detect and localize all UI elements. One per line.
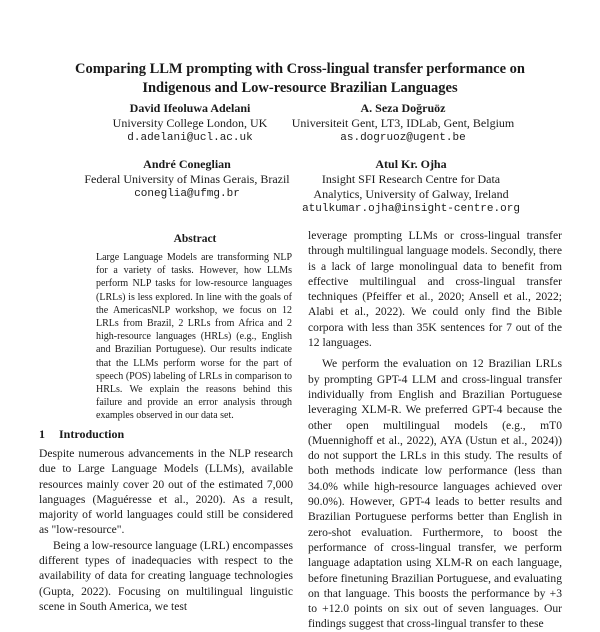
author-email: coneglia@ufmg.br [134,188,240,200]
abstract-text: Large Language Models are transforming NLP for a variety of tasks. However, how LLMs perform NLP tasks for low-resource languages (LRLs) is less explored. In line with the goals of the AmericasNLP workshop, we focus on 12 LRLs from Brazil, 2 LRLs from Africa and 2 high-resource languages (HRLs) (e.g., English and Brazilian Portuguese). Our results indicate that the LLMs perform worse for the part of speech (POS) labeling of LRLs in comparison to HRLs. We explain the reasons behind this failure and provide an error analysis through examples observed in our data set. [96,252,292,422]
abstract-heading: Abstract [173,233,217,245]
author-name: A. Seza Doğruöz [360,101,446,115]
author-email: as.dogruoz@ugent.be [340,132,466,144]
paper-title [40,60,560,98]
author-name: Atul Kr. Ojha [375,157,447,171]
section-title: Introduction [59,427,125,441]
author-name: André Coneglian [143,157,231,171]
author-affiliation: Federal University of Minas Gerais, Brazil [84,172,290,186]
author-affiliation: Universiteit Gent, LT3, IDLab, Gent, Belgium [291,116,515,130]
body-paragraph: leverage prompting LLMs or cross-lingual transfer through multilingual language models. Secondly, there is a lack of large monolingual data to benefit from effective multilingual and cross-lingual transfer techniques (Pfeiffer et al., 2020; Ansell et al., 2022; Alabi et al., 2022). We could only find the Bible corpora with less than 35K sentences for 7 out of the 12 languages. [308,229,562,350]
section-heading [39,427,124,442]
author-affiliation: University College London, UK [112,116,268,130]
body-paragraph: We perform the evaluation on 12 Brazilian LRLs by prompting GPT-4 LLM and cross-lingual transfer individually from English and Brazilian Portuguese leveraging XLM-R. We preferred GPT-4 because the other open multilingual models (e.g., mT0 (Muennighoff et al., 2022), AYA (Ustun et al., 2024)) do not support the LRLs in this study. The results of both methods indicate low performance (less than 34.0% while high-resource languages achieved over 90.0%). However, GPT-4 leads to better results and Brazilian Portuguese performs better than English in zero-shot evaluation. Furthermore, to boost the performance of cross-lingual transfer, we perform language adaptation using XLM-R on each language, before finetuning Brazilian Portuguese, and evaluating on that language. This boosts the performance by +3 to +12.0 points on six out of seven languages. Our findings suggest that cross-lingual transfer to these [308,357,562,631]
right-column-body [308,228,562,632]
author-affiliation: Analytics, University of Galway, Ireland [313,187,509,201]
author-block-2 [282,101,524,146]
author-name: David Ifeoluwa Adelani [129,101,251,115]
author-email: d.adelani@ucl.ac.uk [127,132,253,144]
author-block-4 [280,157,542,217]
body-paragraph: Being a low-resource language (LRL) encompasses different types of inadequacies with respect to the availability of data for creating language technologies (Gupta, 2022). Focusing on multilingual linguistic scene in South America, we test [39,538,293,613]
body-paragraph: Despite numerous advancements in the NLP research due to Large Language Models (LLMs), available resources mainly cover 20 out of the estimated 7,000 languages (Maguéresse et al., 2020). As a result, majority of world languages could still be considered as "low-resource". [39,447,293,537]
author-email: atulkumar.ojha@insight-centre.org [302,203,520,215]
paper-title-line-1: Comparing LLM prompting with Cross-lingual transfer performance on [75,61,525,77]
paper-title-line-2: Indigenous and Low-resource Brazilian Languages [142,80,458,96]
author-block-1 [100,101,280,146]
author-affiliation: Insight SFI Research Centre for Data [321,172,501,186]
left-column-body [39,446,293,614]
author-block-3 [64,157,310,202]
section-number: 1 [39,427,45,441]
